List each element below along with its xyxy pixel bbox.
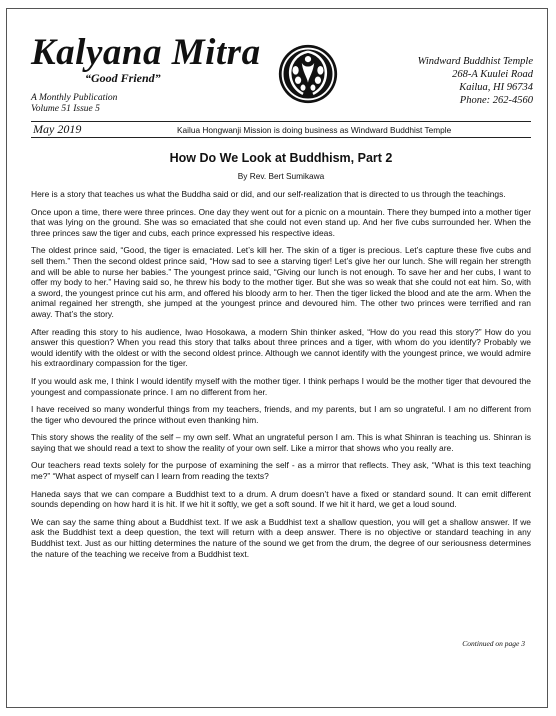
wisteria-crest-icon [277,43,339,105]
bottom-divider [31,137,531,138]
issue-date: May 2019 [33,122,82,136]
paragraph: Our teachers read texts solely for the purpose of examining the self - as a mirror that reflects. They ask, “What is this text teaching me?” “What aspect of myself can I learn from reading the texts? [31,460,531,482]
street-address: 268-A Kuulei Road [452,69,533,80]
newsletter-page [6,8,548,708]
city-state-zip: Kailua, HI 96734 [459,82,533,93]
business-notice: Kailua Hongwanji Mission is doing business as Windward Buddhist Temple [177,125,452,135]
phone-number: Phone: 262-4560 [459,95,533,106]
paragraph: Once upon a time, there were three princes. One day they went out for a picnic on a mountain. There they bumped into a mother tiger that was lying on the ground. She was so emaciated that she could not even stand up. And her five cubs surrounded her. When the three princes saw the tiger and cubs, each prince expressed his respective ideas. [31,206,531,238]
article [31,151,531,566]
paragraph: Haneda says that we can compare a Buddhist text to a drum. A drum doesn’t have a fixed or standard sound. It can emit different sounds depending on how hard it is hit. If we hit it softly, we get a soft sound. If we hit it hard, we get a loud sound. [31,488,531,510]
continued-note: Continued on page 3 [462,639,525,648]
top-divider [31,121,531,122]
paragraph: I have received so many wonderful things from my teachers, friends, and my parents, but I am so ungrateful. I am no different from the tiger who devoured the prince without even thanking him. [31,404,531,425]
publication-type: A Monthly Publication [31,93,118,103]
paragraph: This story shows the reality of the self – my own self. What an ungrateful person I am. This is what Shinran is teaching us. Shinran is saying that we should read a text to show the reality of your own self. Like a mirror that shows who you really are. [31,432,531,453]
article-byline: By Rev. Bert Sumikawa [237,171,325,181]
paragraph: After reading this story to his audience, Iwao Hosokawa, a modern Shin thinker asked, “How do you read this story?” How do you answer this question? When you read this story that talks about three princes and a tiger, with whom do you identify? Probably we would identify with the oldest or with the second oldest prince. Although we cannot identify with the youngest prince, we would admire his extraordinary compassion for the tiger. [31,326,531,369]
masthead [7,9,547,129]
temple-address [418,55,533,107]
paragraph: If you would ask me, I think I would identify myself with the mother tiger. I think perhaps I would be the mother tiger that devoured the youngest and compassionate prince. I am no different from her. [31,375,531,397]
publication-info [31,93,117,115]
article-body [31,189,531,559]
temple-name: Windward Buddhist Temple [417,56,533,67]
newsletter-subtitle: “Good Friend” [85,71,161,85]
paragraph: Here is a story that teaches us what the Buddha said or did, and our self-realization that is directed to us through the teachings. [31,189,506,199]
paragraph: The oldest prince said, “Good, the tiger is emaciated. Let’s kill her. The skin of a tiger is precious. Let’s capture these five cubs and sell them.” Then the second oldest prince said, “How sad to see a starving tiger! Let’s give her our lunch. She will regain her strength and will be able to nurse her babies.” The youngest prince said, “Giving our lunch is not enough. To save her and her cubs, I want to offer my body to her.” Having said so, he threw his body to the mother tiger. But she was so weak that she could not eat him. So, with a sword, the youngest prince cut his arm, and offered his bloody arm to her. Then the tiger licked the blood and ate the arm. When the animal regained her strength, she jumped at the youngest prince and devoured him. The other two princes were terrified and ran away. That’s the story. [31,245,531,319]
article-headline: How Do We Look at Buddhism, Part 2 [169,151,393,165]
paragraph: We can say the same thing about a Buddhist text. If we ask a Buddhist text a shallow question, you will get a shallow answer. If we ask the Buddhist text a deep question, the text will return with a deep answer. There is no objective or standard teaching in any Buddhist text. Just as our hitting determines the nature of the sound we get from the drum, the degree of our seriousness determines the nature of the teaching we receive from a Buddhist text. [31,516,531,559]
newsletter-title: Kalyana Mitra [31,32,261,73]
volume-issue: Volume 51 Issue 5 [31,104,100,114]
